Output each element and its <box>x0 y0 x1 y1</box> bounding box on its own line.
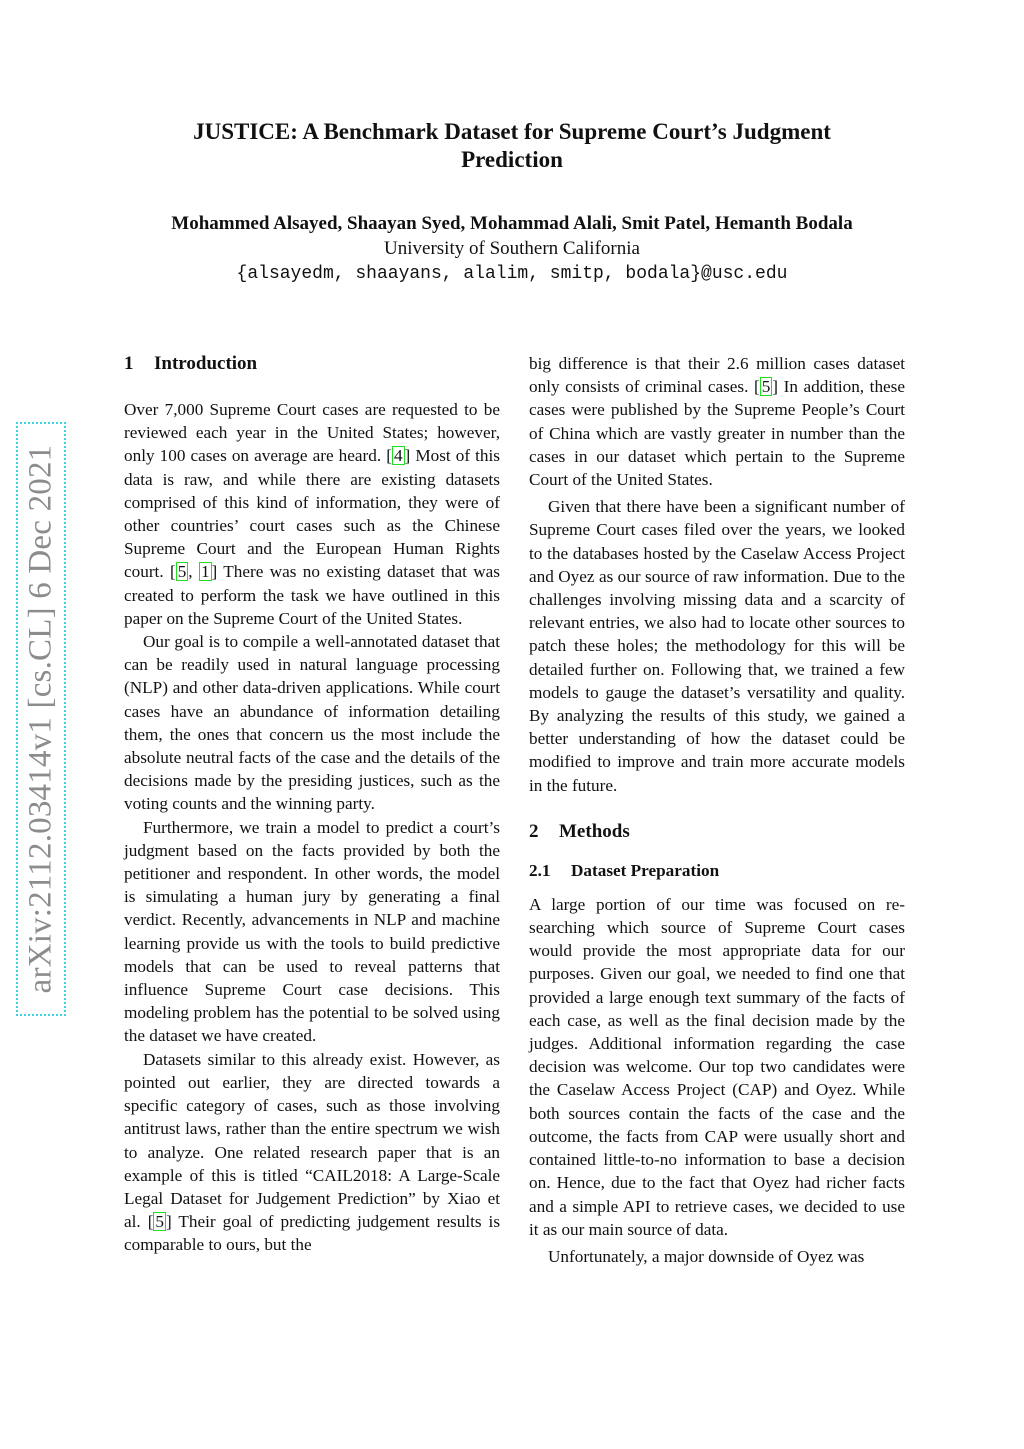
citation-link[interactable]: 5 <box>177 562 187 582</box>
text-run: In addition, these cases were published by the Supreme People’s Court of China which are vastly greater in number than the cases in our dataset which pertain to the Supreme Court of the United States. <box>529 377 905 490</box>
title-line-2: Prediction <box>461 147 563 172</box>
subsection-heading-dataset-preparation <box>529 859 905 882</box>
citation-link[interactable]: 5 <box>761 377 771 397</box>
intro-continued-paragraph: big difference is that their 2.6 million cases dataset only consists of criminal cases. [ 5 ] In addition, these cases were published by the Supreme People’s Court of China which are vastly greater in number than the cases in our dataset which pertain to the Supreme Court of the United States. <box>529 354 905 490</box>
author-list: Mohammed Alsayed, Shaayan Syed, Mohammad Alali, Smit Patel, Hemanth Bodala <box>171 213 853 234</box>
section-title: Methods <box>559 820 630 842</box>
section-heading-methods <box>529 820 905 844</box>
section-number: 2 <box>529 820 539 842</box>
text-run: Datasets similar to this already exist. However, as pointed out earlier, they are directed towards a specific category of cases, such as those involving antitrust laws, rather than the entire spectrum we wish to analyze. One related research paper that is an example of this is titled “CAIL2018: A Large-Scale Legal Dataset for Judgement Prediction” by Xiao et al. <box>124 1049 500 1232</box>
affiliation: University of Southern California <box>384 238 640 259</box>
citation-link[interactable]: 4 <box>393 446 403 466</box>
methods-paragraph-2: Unfortunately, a major downside of Oyez was <box>548 1246 865 1266</box>
paper-title <box>120 118 904 174</box>
text-run: There was no existing dataset that was created to perform the task we have outlined in this paper on the Supreme Court of the United States. <box>124 562 500 628</box>
left-column <box>124 352 500 1257</box>
right-column <box>529 352 905 1268</box>
methods-paragraph-1: A large portion of our time was focused on researching which source of Supreme Court cases would provide the most appropriate data for our purposes. Given our goal, we needed to find one that provided a large enough text summary of the facts of each case, as well as the final decision made by the judges. Additional information regarding the case decision was welcome. Our top two candidates were the Caselaw Access Project (CAP) and Oyez. While both sources contain the facts of the case and the outcome, the facts from CAP were usually short and contained little-to-no information to base a decision on. Hence, due to the fact that Oyez had richer facts and a simple API to retrieve cases, we decided to use it as our main source of data. <box>529 894 905 1239</box>
section-heading-introduction <box>124 352 500 376</box>
title-line-1: JUSTICE: A Benchmark Dataset for Supreme Court’s Judgment <box>193 119 831 144</box>
author-emails: {alsayedm, shaayans, alalim, smitp, bodala}@usc.edu <box>236 264 788 284</box>
intro-paragraph-4: Datasets similar to this already exist. However, as pointed out earlier, they are directed towards a specific category of cases, such as those involving antitrust laws, rather than the entire spectrum we wish to analyze. One related research paper that is an example of this is titled “CAIL2018: A Large-Scale Legal Dataset for Judgement Prediction” by Xiao et al. [ 5 ] Their goal of predicting judgement results is comparable to ours, but the <box>124 1049 501 1255</box>
section-title: Introduction <box>154 353 258 374</box>
text-run: big difference is that their 2.6 million cases dataset only consists of criminal cases. <box>529 354 905 397</box>
intro-paragraph-1: Over 7,000 Supreme Court cases are requested to be reviewed each year in the United States; however, only 100 cases on average are heard. [ 4 ] Most of this data is raw, and while there are existing datasets comprised of this kind of information, they were of other countries’ court cases such as the Chinese Supreme Court and the European Human Rights court. [ 5 , 1 ] There was no existing dataset that was created to perform the task we have outlined in this paper on the Supreme Court of the United States. <box>124 400 500 628</box>
text-run: Most of this data is raw, and while there are existing datasets comprised of this kind of information, they were of other countries’ court cases such as the Chinese Supreme Court and the European Human Rights court. <box>124 446 500 582</box>
citation-link[interactable]: 1 <box>200 562 210 582</box>
intro-paragraph-3: Furthermore, we train a model to predict a court’s judgment based on the facts provided by both the petitioner and respondent. In other words, the model is simulating a human jury by generating a final verdict. Recently, advancements in NLP and machine learning provide us with the tools to build predictive models that can be used to reveal patterns that influence Supreme Court case decisions. This modeling problem has the potential to be solved using the dataset we have created. <box>124 817 500 1046</box>
intro-paragraph-5: Given that there have been a significant number of Supreme Court cases filed over the years, we looked to the databases hosted by the Caselaw Access Project and Oyez as our source of raw information. Due to the challenges involving missing data and a scarcity of relevant entries, we also had to locate other sources to patch these holes; the methodology for this will be detailed further on. Following that, we trained a few models to gauge the dataset’s versatility and quality. By analyzing the results of this study, we gained a better understanding of how the dataset could be modified to improve and train more accurate models in the future. <box>529 497 905 795</box>
citation-link[interactable]: 5 <box>155 1212 165 1232</box>
intro-paragraph-2: Our goal is to compile a well-annotated dataset that can be readily used in natural language processing (NLP) and other data-driven applications. While court cases have an abundance of information detailing them, the ones that concern us the most include the absolute neutral facts of the case and the details of the decisions made by the presiding justices, such as the voting counts and the winning party. <box>124 632 500 814</box>
arxiv-identifier: arXiv:2112.03414v1 [cs.CL] 6 Dec 2021 <box>22 444 59 994</box>
text-run: Their goal of predicting judgement results is comparable to ours, but the <box>124 1212 501 1255</box>
subsection-number: 2.1 <box>529 860 551 880</box>
subsection-title: Dataset Preparation <box>571 860 720 880</box>
text-run: Over 7,000 Supreme Court cases are requested to be reviewed each year in the United States; however, only 100 cases on average are heard. <box>124 400 500 466</box>
section-number: 1 <box>124 353 134 374</box>
